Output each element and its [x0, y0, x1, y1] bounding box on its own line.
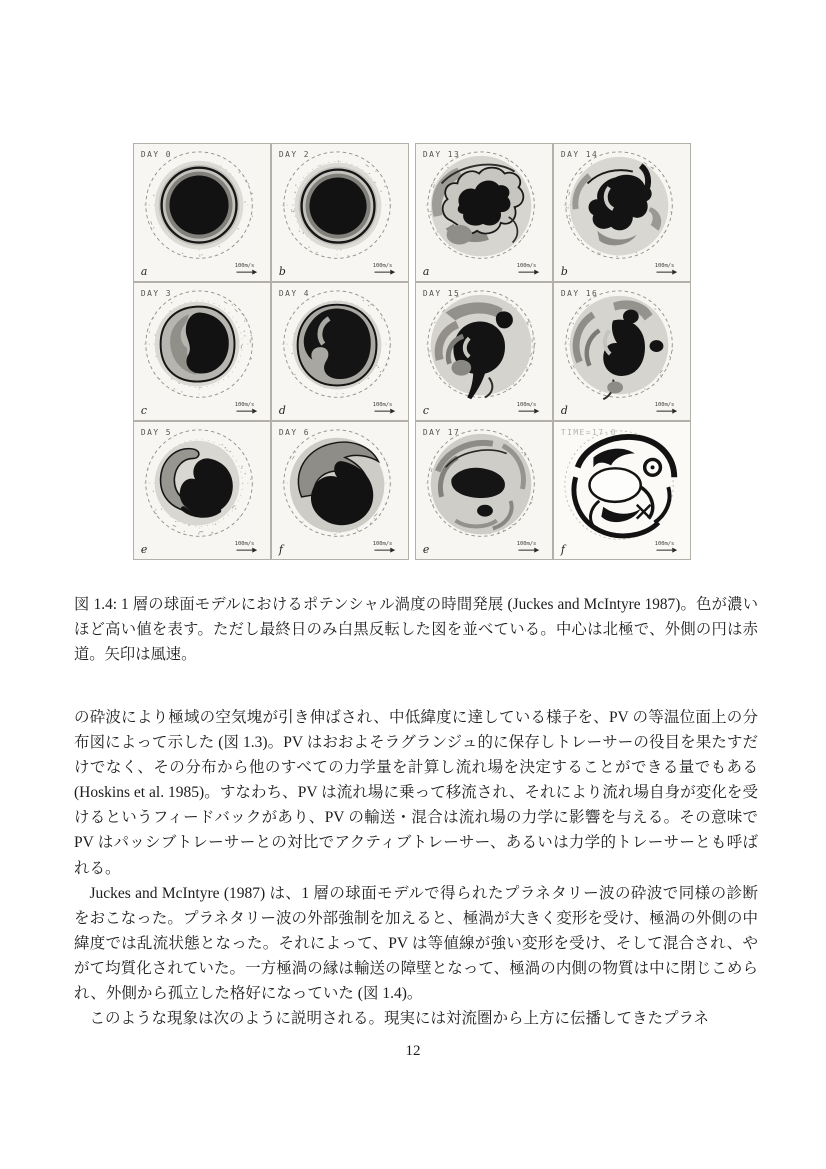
- scale-arrowhead: [672, 548, 677, 553]
- scale-arrowhead: [534, 270, 539, 275]
- panel-letter-label: a: [422, 265, 430, 279]
- page-number: 12: [405, 1043, 421, 1059]
- panel-letter-label: d: [560, 404, 568, 418]
- panel-scale-label: 100m/s: [516, 402, 537, 409]
- scale-arrowhead: [390, 548, 395, 553]
- panel-letter-label: e: [140, 543, 148, 557]
- panel-day-label: DAY 14: [560, 149, 599, 159]
- panel-scale-label: 100m/s: [234, 541, 255, 548]
- figure-panel-day-0: [133, 143, 271, 282]
- body-paragraph-3: このような現象は次のように説明される。現実には対流圏から上方に伝播してきたプラネ: [89, 1010, 710, 1028]
- panel-scale-label: 100m/s: [372, 263, 393, 270]
- panel-letter-label: a: [140, 265, 148, 279]
- scale-arrowhead: [390, 409, 395, 414]
- vortex-plot: [134, 422, 270, 559]
- vortex-plot: [134, 283, 270, 420]
- vortex-plot: [554, 422, 690, 559]
- panel-day-label: DAY 3: [140, 288, 173, 298]
- scale-arrowhead: [390, 270, 395, 275]
- scale-arrowhead: [252, 409, 257, 414]
- vortex-plot: [416, 144, 552, 281]
- vortex-plot: [416, 422, 552, 559]
- vortex-plot: [272, 144, 408, 281]
- panel-day-label: DAY 13: [422, 149, 461, 159]
- panel-day-label: DAY 16: [560, 288, 599, 298]
- panel-letter-label: f: [560, 543, 565, 557]
- panel-scale-label: 100m/s: [654, 402, 675, 409]
- figure-panel-day-15: [415, 282, 553, 421]
- panel-day-label: TIME=17.0: [560, 427, 617, 437]
- scale-arrowhead: [672, 409, 677, 414]
- figure-panel-day-14: [553, 143, 691, 282]
- figure-panel-day-4: [271, 282, 409, 421]
- panel-scale-label: 100m/s: [516, 541, 537, 548]
- panel-scale-label: 100m/s: [372, 541, 393, 548]
- vortex-plot: [272, 283, 408, 420]
- figure-panel-day-13: [415, 143, 553, 282]
- panel-scale-label: 100m/s: [234, 402, 255, 409]
- panel-letter-label: d: [278, 404, 286, 418]
- panel-day-label: DAY 2: [278, 149, 311, 159]
- body-paragraph-2: Juckes and McIntyre (1987) は、1 層の球面モデルで得られたプラネタリー波の砕波で同様の診断をおこなった。プラネタリー波の外部強制を加えると、極渦が大きく変形を受け、極渦の外側の中緯度では乱流状態となった。それによって、PV は等値線が強い変形を受け、そして混合され、やがて均質化されていた。一方極渦の縁は輸送の障壁となって、極渦の内側の物質は中に閉じこめられ、外側から孤立した格好になっていた (図 1.4)。: [74, 884, 758, 1003]
- figure-panel-day-16: [553, 282, 691, 421]
- panel-scale-label: 100m/s: [654, 541, 675, 548]
- panel-day-label: DAY 0: [140, 149, 173, 159]
- panel-day-label: DAY 5: [140, 427, 173, 437]
- body-text: [74, 705, 758, 1031]
- figure-caption: 図 1.4: 1 層の球面モデルにおけるポテンシャル渦度の時間発展 (Juckes and McIntyre 1987)。色が濃いほど高い値を表す。ただし最終日のみ白黒反転した図を並べている。中心は北極で、外側の円は赤道。矢印は風速。: [74, 596, 758, 663]
- panel-day-label: DAY 17: [422, 427, 461, 437]
- panel-letter-label: c: [422, 404, 429, 418]
- panel-letter-label: c: [140, 404, 147, 418]
- panel-scale-label: 100m/s: [234, 263, 255, 270]
- panel-letter-label: b: [278, 265, 286, 279]
- panel-day-label: DAY 4: [278, 288, 311, 298]
- panel-day-label: DAY 15: [422, 288, 461, 298]
- vortex-plot: [554, 283, 690, 420]
- figure-panel-day-6: [271, 421, 409, 560]
- figure-panel-day-17: [415, 421, 553, 560]
- figure-1-4: [133, 143, 691, 560]
- panel-letter-label: f: [278, 543, 283, 557]
- panel-scale-label: 100m/s: [654, 263, 675, 270]
- panel-scale-label: 100m/s: [516, 263, 537, 270]
- scale-arrowhead: [534, 409, 539, 414]
- vortex-plot: [272, 422, 408, 559]
- vortex-plot: [554, 144, 690, 281]
- body-paragraph-1: の砕波により極域の空気塊が引き伸ばされ、中低緯度に達している様子を、PV の等温位面上の分布図によって示した (図 1.3)。PV はおおよそラグランジュ的に保存しトレーサーの役目を果たすだけでなく、その分布から他のすべての力学量を計算し流れ場を決定することができる量でもある (Hoskins et al. 1985)。すなわち、PV は流れ場に乗って移流され、それにより流れ場自身が変化を受けるというフィードバックがあり、PV の輸送・混合は流れ場の力学に影響を与える。その意味で PV はパッシブトレーサーとの対比でアクティブトレーサー、あるいは力学的トレーサーとも呼ばれる。: [74, 709, 758, 877]
- scale-arrowhead: [252, 548, 257, 553]
- vortex-plot: [416, 283, 552, 420]
- figure-panel-day-2: [271, 143, 409, 282]
- scale-arrowhead: [534, 548, 539, 553]
- vortex-plot: [134, 144, 270, 281]
- panel-letter-label: b: [560, 265, 568, 279]
- scale-arrowhead: [252, 270, 257, 275]
- scale-arrowhead: [672, 270, 677, 275]
- panel-letter-label: e: [422, 543, 430, 557]
- figure-panel-day-3: [133, 282, 271, 421]
- figure-panel-day-5: [133, 421, 271, 560]
- panel-day-label: DAY 6: [278, 427, 311, 437]
- figure-panel-time-17-0: [553, 421, 691, 560]
- panel-scale-label: 100m/s: [372, 402, 393, 409]
